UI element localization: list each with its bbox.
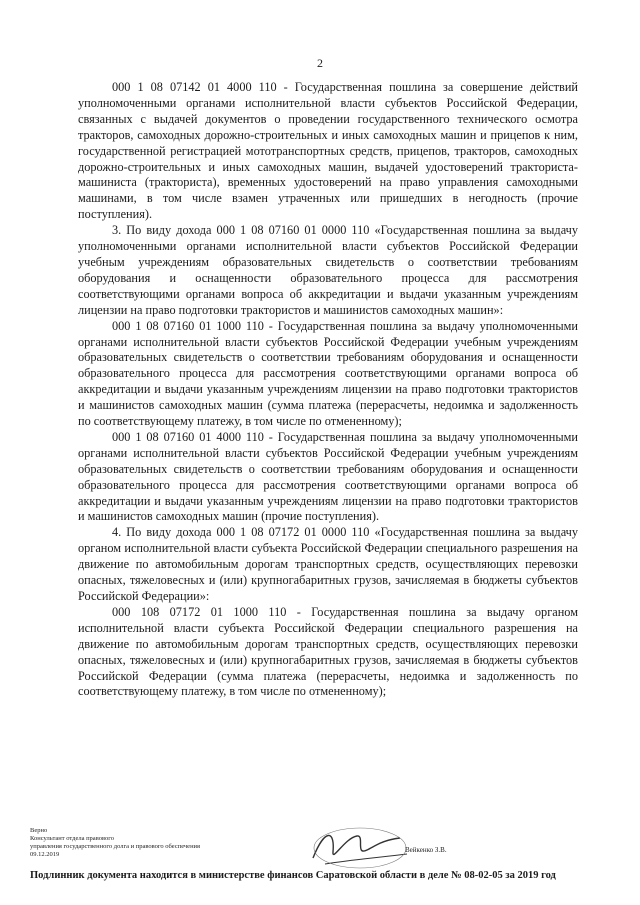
original-location-note: Подлинник документа находится в министерстве финансов Саратовской области в деле № 08-02-05 за 2019 год: [30, 870, 556, 881]
paragraph: 000 1 08 07160 01 4000 110 - Государственная пошлина за выдачу уполномоченными органами исполнительной власти субъектов Российской Федерации учебным учреждениям образовательных свидетельств о соответствии требованиям оборудования и оснащенности образовательного процесса для рассмотрения соответствующими органами вопроса об аккредитации и выдачи указанным учреждениям лицензии на право подготовки трактористов и машинистов самоходных машин (прочие поступления).: [78, 429, 578, 524]
paragraph: 000 108 07172 01 1000 110 - Государственная пошлина за выдачу органом исполнительной власти субъекта Российской Федерации специального разрешения на движение по автомобильным дорогам транспортных средств, осуществляющих перевозки опасных, тяжеловесных и (или) крупногабаритных грузов, зачисляемая в бюджеты субъектов Российской Федерации (сумма платежа (перерасчеты, недоимка и задолженность по соответствующему платежу, в том числе по отмененному);: [78, 604, 578, 699]
document-body: [78, 80, 578, 700]
paragraph: 4. По виду дохода 000 1 08 07172 01 0000 110 «Государственная пошлина за выдачу органом исполнительной власти субъекта Российской Федерации специального разрешения на движение по автомобильным дорогам транспортных средств, осуществляющих перевозки опасных, тяжеловесных и (или) крупногабаритных грузов, зачисляемая в бюджеты субъектов Российской Федерации»:: [78, 525, 578, 603]
signer-position: Консультант отдела правового: [30, 835, 114, 842]
certified-label: Верно: [30, 827, 48, 834]
certification-date: 09.12.2019: [30, 851, 60, 858]
paragraph: 3. По виду дохода 000 1 08 07160 01 0000 110 «Государственная пошлина за выдачу уполномоченными органами исполнительной власти субъектов Российской Федерации учебным учреждениям образовательных свидетельств о соответствии требованиям оборудования и оснащенности образовательного процесса для рассмотрения соответствующими органами вопроса об аккредитации и выдачи указанным учреждениям лицензии на право подготовки трактористов и машинистов самоходных машин»:: [78, 223, 578, 317]
page-number: 2: [317, 56, 323, 70]
paragraph: 000 1 08 07142 01 4000 110 - Государственная пошлина за совершение действий уполномоченными органами исполнительной власти субъектов Российской Федерации, связанных с выдачей документов о проведении государственного технического осмотра тракторов, самоходных дорожно-строительных и иных самоходных машин и прицепов к ним, государственной регистрацией мототранспортных средств, прицепов, тракторов, самоходных дорожно-строительных и иных самоходных машин, выдачей удостоверений тракториста-машиниста (тракториста), временных удостоверений на право управления самоходными машинами, в том числе взамен утраченных или пришедших в негодность (прочие поступления).: [78, 80, 578, 222]
signer-name: Вейкенко З.В.: [405, 846, 447, 854]
handwritten-signature: [305, 818, 415, 874]
paragraph: 000 1 08 07160 01 1000 110 - Государственная пошлина за выдачу уполномоченными органами исполнительной власти субъектов Российской Федерации учебным учреждениям образовательных свидетельств о соответствии требованиям оборудования и оснащенности образовательного процесса для рассмотрения соответствующими органами вопроса об аккредитации и выдачи указанным учреждениям лицензии на право подготовки трактористов и машинистов самоходных машин (сумма платежа (перерасчеты, недоимка и задолженность по соответствующему платежу, в том числе по отмененному);: [78, 318, 578, 429]
signer-department: управления государственного долга и правового обеспечения: [30, 843, 201, 850]
